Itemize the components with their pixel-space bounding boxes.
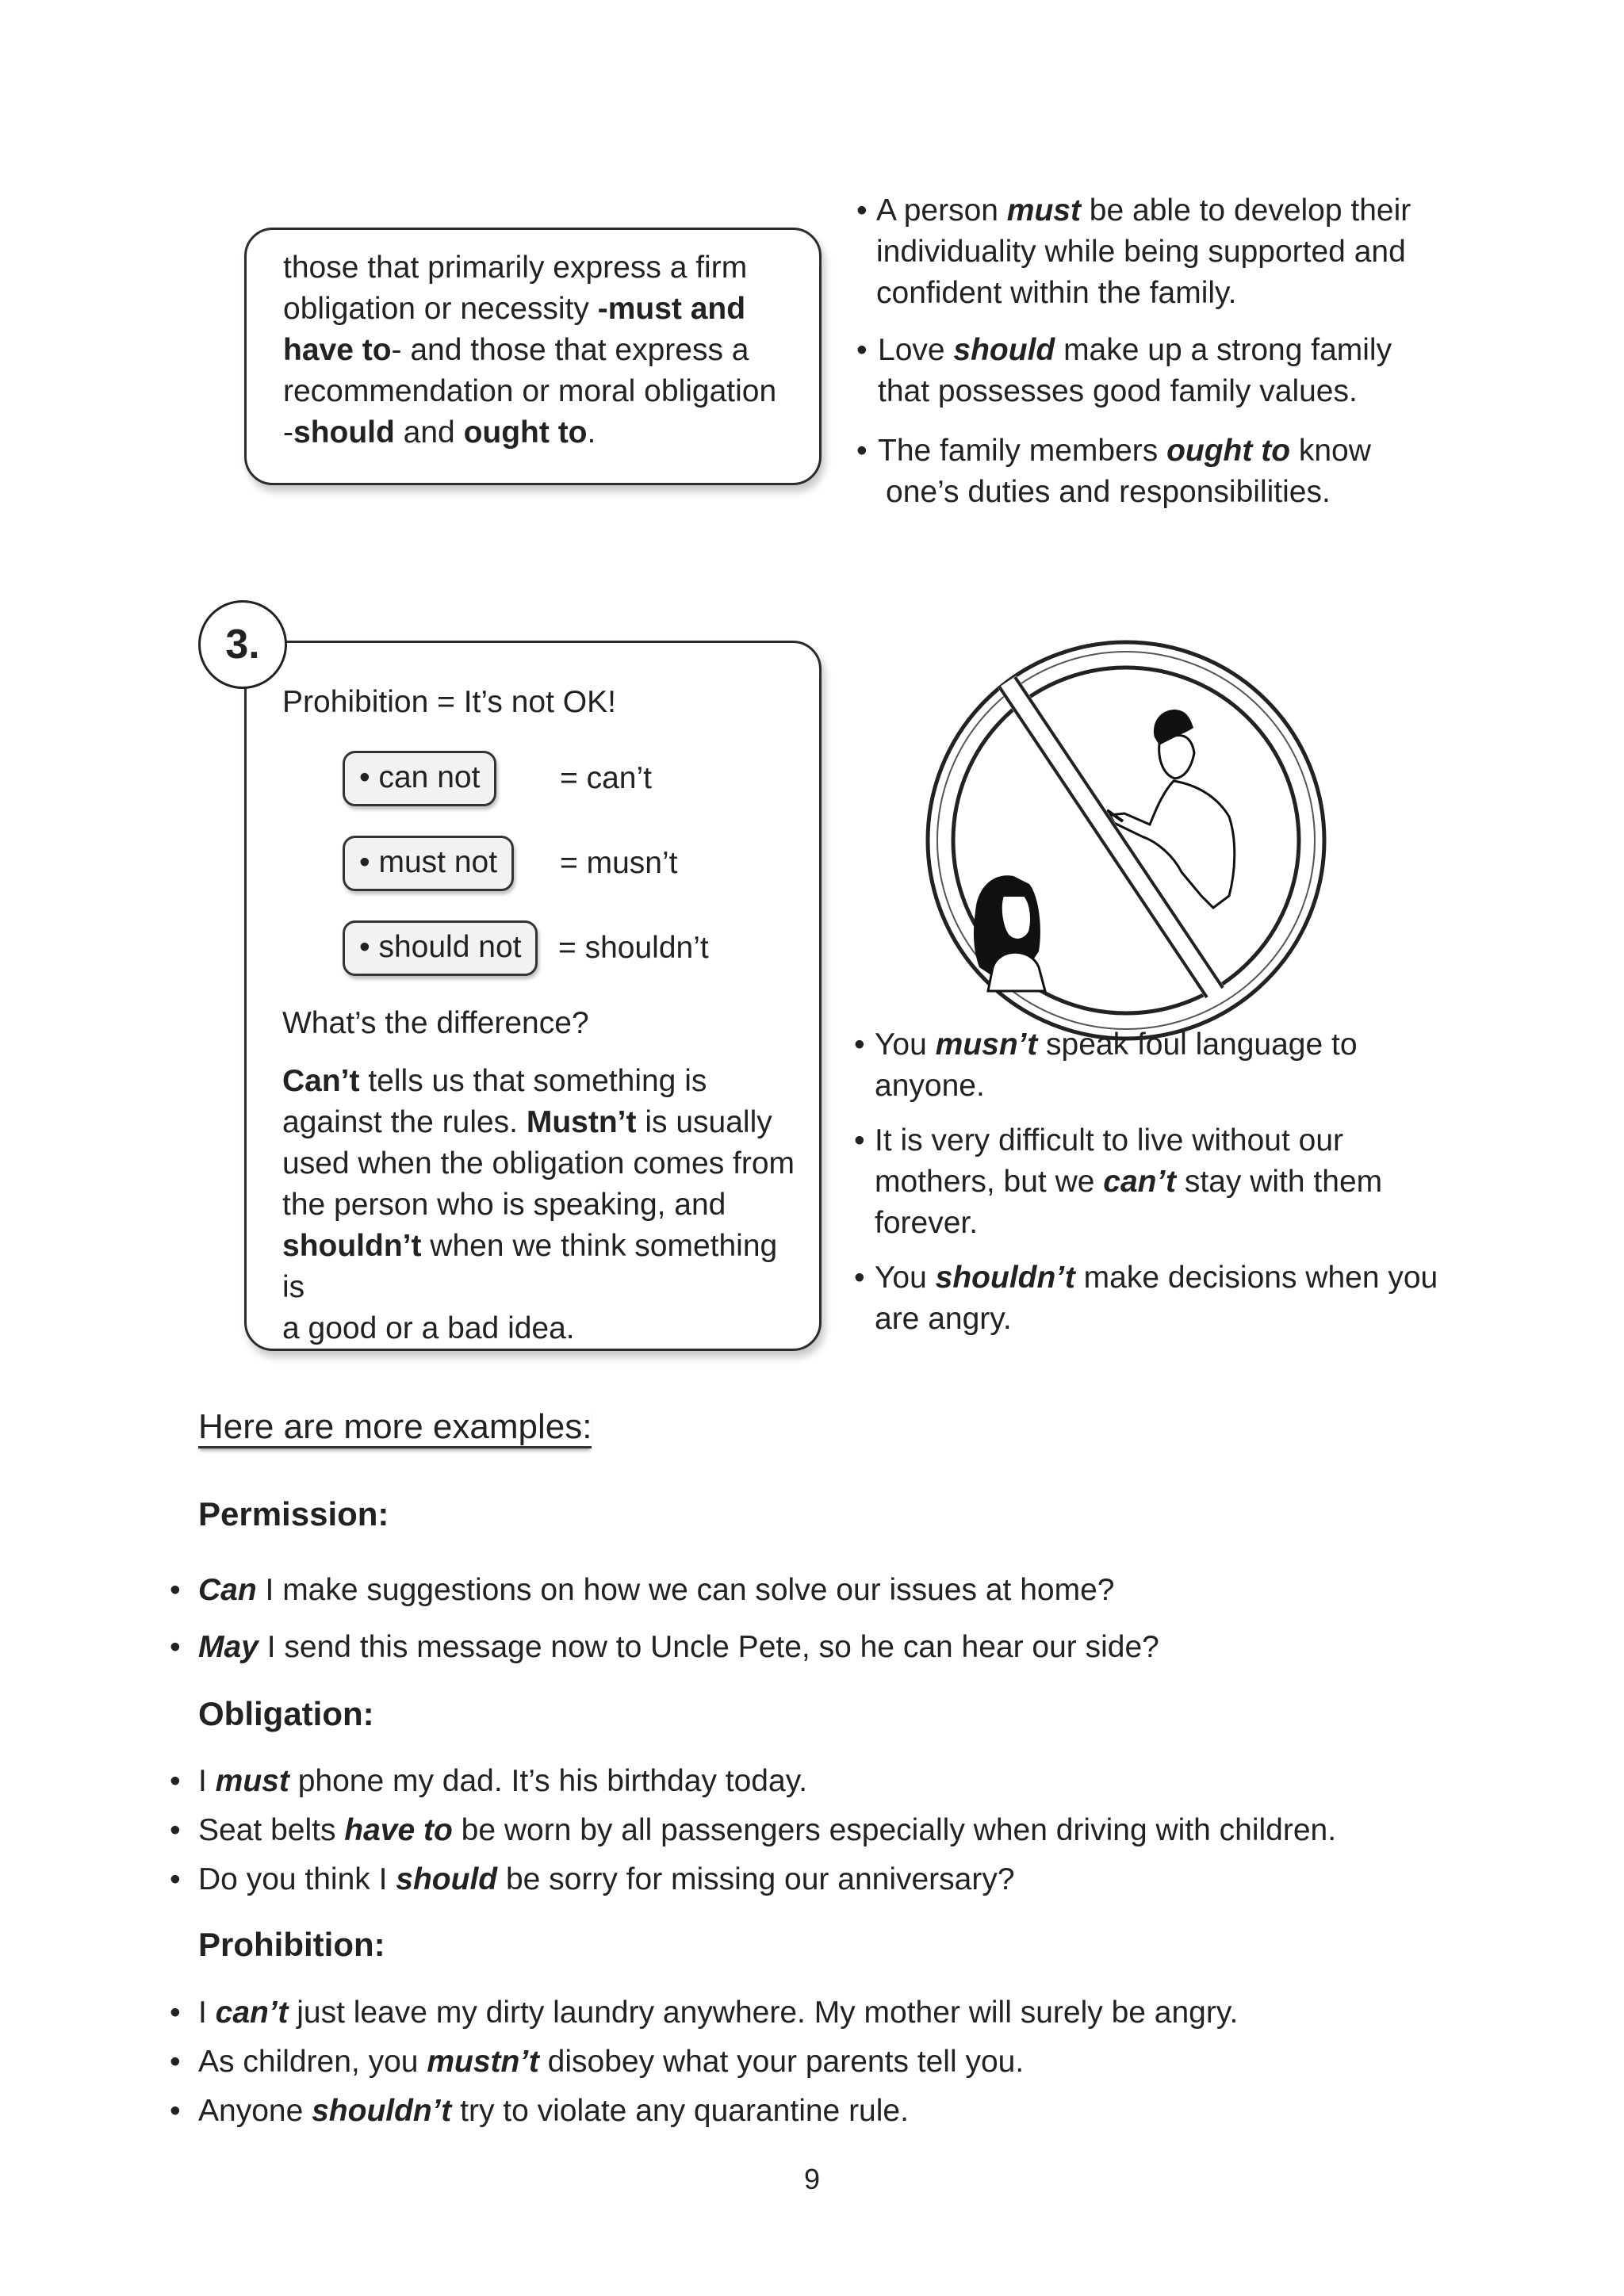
- example-item: [170, 1859, 1015, 1900]
- text: Seat belts: [198, 1813, 345, 1847]
- keyword: have to: [283, 333, 392, 367]
- text-line: are angry.: [875, 1302, 1012, 1336]
- text-line: the person who is speaking, and: [282, 1188, 726, 1222]
- text: Love: [878, 333, 954, 367]
- bullet-dot: •: [170, 1630, 181, 1664]
- example-item: [170, 1570, 1115, 1611]
- bullet-dot: •: [856, 333, 868, 367]
- keyword: Mustn’t: [526, 1105, 637, 1139]
- bullet-dot: •: [856, 434, 868, 468]
- more-examples-heading: [198, 1405, 592, 1449]
- permission-heading: Permission:: [198, 1495, 389, 1533]
- pill-can-not: • can not: [343, 751, 496, 806]
- text: I make suggestions on how we can solve our issues at home?: [256, 1573, 1115, 1607]
- text: Do you think I: [198, 1862, 396, 1896]
- text: when we think something is: [282, 1229, 778, 1304]
- pill-must-not: • must not: [343, 836, 514, 891]
- section-title: Prohibition = It’s not OK!: [282, 685, 616, 719]
- heading-text: Here are more examples:: [198, 1407, 592, 1448]
- text-line: one’s duties and responsibilities.: [886, 475, 1331, 509]
- text-line: used when the obligation comes from: [282, 1146, 795, 1181]
- example-item: [170, 2091, 909, 2132]
- text-line: obligation or necessity: [283, 292, 598, 326]
- keyword: Can’t: [282, 1064, 360, 1098]
- text: make up a strong family: [1055, 333, 1392, 367]
- text: be able to develop their: [1080, 193, 1411, 228]
- obligation-heading: Obligation:: [198, 1695, 374, 1732]
- page-number: 9: [803, 2163, 821, 2195]
- equals-musnt: = musn’t: [560, 846, 678, 880]
- text-line: those that primarily express a firm: [283, 251, 748, 285]
- text: Anyone: [198, 2094, 312, 2128]
- keyword: May: [198, 1630, 259, 1664]
- section-number-circle: [198, 600, 287, 689]
- text-fragment: .: [587, 415, 596, 450]
- difference-explanation: [282, 1061, 806, 1349]
- keyword: shouldn’t: [935, 1261, 1075, 1295]
- example-item: [170, 2042, 1025, 2083]
- keyword: should: [396, 1862, 498, 1896]
- text: be sorry for missing our anniversary?: [497, 1862, 1015, 1896]
- example-item: [170, 1992, 1239, 2034]
- example-item: [170, 1627, 1159, 1668]
- equals-shouldnt: = shouldn’t: [558, 931, 709, 965]
- text: just leave my dirty laundry anywhere. My mother will surely be angry.: [288, 1996, 1239, 2030]
- keyword: can’t: [215, 1996, 289, 2030]
- text: against the rules.: [282, 1105, 527, 1139]
- keyword: musn’t: [935, 1027, 1038, 1062]
- text: mothers, but we: [875, 1165, 1104, 1199]
- text-line: a good or a bad idea.: [282, 1311, 575, 1345]
- bullet-dot: •: [854, 1027, 865, 1062]
- keyword: mustn’t: [427, 2045, 539, 2079]
- section-number: 3.: [225, 622, 260, 668]
- text-line: forever.: [875, 1206, 979, 1240]
- text: disobey what your parents tell you.: [538, 2045, 1025, 2079]
- bullet-dot: •: [170, 1764, 181, 1798]
- example-bullet: [856, 430, 1459, 513]
- example-bullet: [856, 190, 1459, 314]
- text-line: recommendation or moral obligation: [283, 374, 777, 408]
- text: A person: [876, 193, 1007, 228]
- text: is usually: [636, 1105, 772, 1139]
- keyword: can’t: [1103, 1165, 1177, 1199]
- keyword: must: [1006, 193, 1081, 228]
- bullet-dot: •: [170, 1862, 181, 1896]
- text-line: anyone.: [875, 1069, 985, 1103]
- text-line: It is very difficult to live without our: [875, 1123, 1344, 1158]
- example-bullet: [854, 1120, 1488, 1244]
- prohibition-heading: Prohibition:: [198, 1926, 385, 1963]
- bullet-dot: •: [856, 193, 868, 228]
- keyword: ought to: [1166, 434, 1291, 468]
- text-line: that possesses good family values.: [878, 374, 1358, 408]
- keyword: should: [293, 415, 395, 450]
- bullet-dot: •: [170, 2045, 181, 2079]
- bullet-dot: •: [854, 1123, 865, 1158]
- equals-cant: = can’t: [560, 761, 652, 795]
- example-bullet: [854, 1024, 1488, 1107]
- definition-text: [283, 247, 806, 453]
- bullet-dot: •: [170, 2094, 181, 2128]
- keyword: have to: [344, 1813, 453, 1847]
- keyword: shouldn’t: [282, 1229, 422, 1263]
- text: I: [198, 1996, 216, 2030]
- text-line: - and those that express a: [391, 333, 749, 367]
- text: know: [1290, 434, 1371, 468]
- text: tells us that something is: [359, 1064, 707, 1098]
- keyword: shouldn’t: [312, 2094, 452, 2128]
- keyword: ought to: [463, 415, 588, 450]
- keyword: should: [953, 333, 1055, 367]
- bullet-dot: •: [170, 1996, 181, 2030]
- text: The family members: [878, 434, 1167, 468]
- text-fragment: and: [394, 415, 464, 450]
- difference-question: What’s the difference?: [282, 1006, 589, 1040]
- text: try to violate any quarantine rule.: [451, 2094, 909, 2128]
- bullet-dot: •: [854, 1261, 865, 1295]
- prohibition-illustration: [920, 634, 1332, 1047]
- text: I send this message now to Uncle Pete, so he can hear our side?: [258, 1630, 1159, 1664]
- example-item: [170, 1761, 808, 1802]
- text: stay with them: [1176, 1165, 1383, 1199]
- text: phone my dad. It’s his birthday today.: [289, 1764, 808, 1798]
- text: be worn by all passengers especially when driving with children.: [452, 1813, 1337, 1847]
- text: You: [875, 1261, 936, 1295]
- text: You: [875, 1027, 936, 1062]
- text-line: individuality while being supported and: [876, 235, 1406, 269]
- pill-should-not: • should not: [343, 920, 538, 976]
- keyword: -must and: [597, 292, 746, 326]
- example-bullet: [854, 1257, 1504, 1340]
- text: I: [198, 1764, 216, 1798]
- text-fragment: -: [283, 415, 293, 450]
- keyword: Can: [198, 1573, 257, 1607]
- example-bullet: [856, 330, 1459, 412]
- bullet-dot: •: [170, 1573, 181, 1607]
- example-item: [170, 1810, 1337, 1851]
- text: As children, you: [198, 2045, 427, 2079]
- text: speak foul language to: [1037, 1027, 1358, 1062]
- text-line: confident within the family.: [876, 276, 1237, 310]
- keyword: must: [215, 1764, 289, 1798]
- bullet-dot: •: [170, 1813, 181, 1847]
- text: make decisions when you: [1074, 1261, 1438, 1295]
